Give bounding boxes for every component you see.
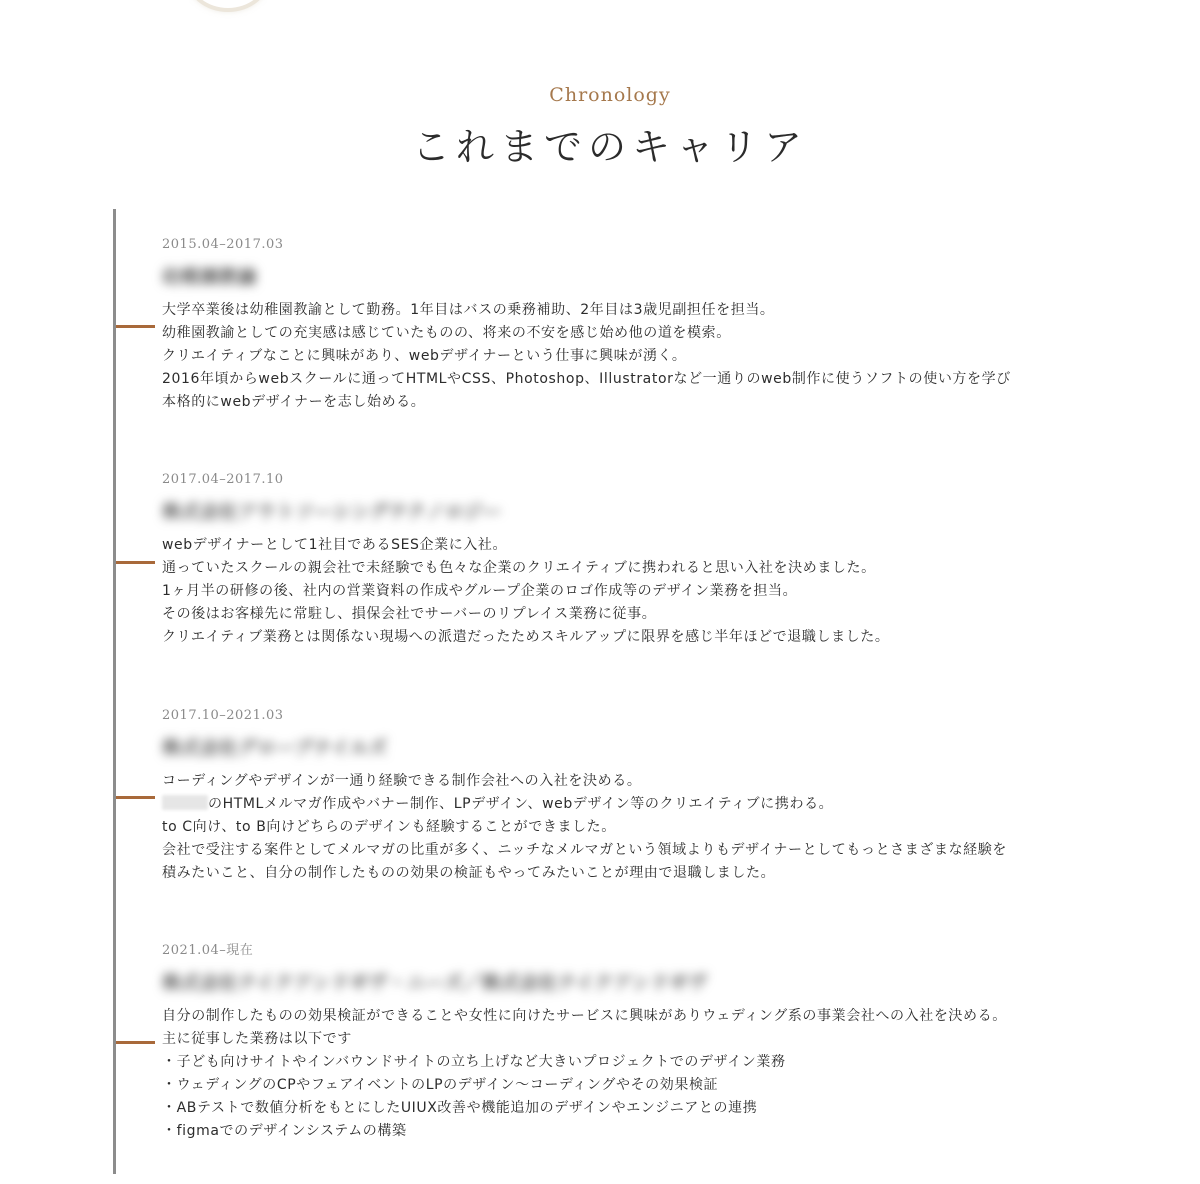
entry-company-blurred: 株式会社アウトソーシングテクノロジー <box>162 501 502 523</box>
description-line: クリエイティブなことに興味があり、webデザイナーという仕事に興味が湧く。 <box>162 348 687 364</box>
description-line: ・子ども向けサイトやインバウンドサイトの立ち上げなど大きいプロジェクトでのデザイン業務 <box>162 1054 786 1070</box>
timeline-tick <box>116 561 155 564</box>
description-line: ・ABテストで数値分析をもとにしたUIUX改善や機能追加のデザインやエンジニアとの連携 <box>162 1100 758 1116</box>
timeline-entry <box>162 236 1162 414</box>
entry-company-blurred: 株式会社グローブナイルズ <box>162 737 388 759</box>
description-line: 通っていたスクールの親会社で未経験でも色々な企業のクリエイティブに携われると思い入社を決めました。 <box>162 560 876 576</box>
timeline-tick <box>116 325 155 328</box>
section-eyebrow: Chronology <box>549 84 671 106</box>
timeline-tick <box>116 796 155 799</box>
description-line-text: のHTMLメルマガ作成やバナー制作、LPデザイン、webデザイン等のクリエイティブに携わる。 <box>208 796 834 812</box>
description-line: 1ヶ月半の研修の後、社内の営業資料の作成やグループ企業のロゴ作成等のデザイン業務を担当。 <box>162 583 798 599</box>
entry-period: 2017.04–2017.10 <box>162 472 284 487</box>
entry-description <box>162 534 1162 649</box>
entry-company-blurred: 幼稚園教諭 <box>162 266 258 288</box>
description-line: クリエイティブ業務とは関係ない現場への派遣だったためスキルアップに限界を感じ半年ほどで退職しました。 <box>162 629 890 645</box>
description-line: to C向け、to B向けどちらのデザインも経験することができました。 <box>162 819 616 835</box>
description-line: ・figmaでのデザインシステムの構築 <box>162 1123 407 1139</box>
entry-period: 2015.04–2017.03 <box>162 237 284 252</box>
timeline-line <box>113 209 116 1174</box>
timeline-tick <box>116 1041 155 1044</box>
entry-description <box>162 1005 1162 1143</box>
top-ornament <box>186 0 270 12</box>
description-line: その後はお客様先に常駐し、損保会社でサーバーのリプレイス業務に従事。 <box>162 606 657 622</box>
timeline-entry <box>162 471 1162 649</box>
entry-description <box>162 299 1162 414</box>
description-line: webデザイナーとして1社目であるSES企業に入社。 <box>162 537 508 553</box>
entry-description <box>162 770 1162 885</box>
description-line: 大学卒業後は幼稚園教諭として勤務。1年目はバスの乗務補助、2年目は3歳児副担任を担当。 <box>162 302 775 318</box>
entry-company-blurred: 株式会社テイクアンドギヴ・ニーズ／株式会社テイクアンドギヴ <box>162 972 708 994</box>
timeline-entry <box>162 942 1162 1143</box>
entry-period: 2017.10–2021.03 <box>162 708 284 723</box>
description-line: 積みたいこと、自分の制作したものの効果の検証もやってみたいことが理由で退職しました。 <box>162 865 776 881</box>
description-line: 2016年頃からwebスクールに通ってHTMLやCSS、Photoshop、Illustratorなど一通りのweb制作に使うソフトの使い方を学び <box>162 371 1011 387</box>
description-line: 自分の制作したものの効果検証ができることや女性に向けたサービスに興味がありウェディング系の事業会社への入社を決める。 <box>162 1008 1007 1024</box>
description-line: 会社で受注する案件としてメルマガの比重が多く、ニッチなメルマガという領域よりもデザイナーとしてもっとさまざまな経験を <box>162 842 1007 858</box>
description-line: 本格的にwebデザイナーを志し始める。 <box>162 394 426 410</box>
description-line: 主に従事した業務は以下です <box>162 1031 352 1047</box>
page-title: これまでのキャリア <box>411 125 808 169</box>
description-line: コーディングやデザインが一通り経験できる制作会社への入社を決める。 <box>162 773 642 789</box>
entry-period: 2021.04–現在 <box>162 943 254 958</box>
redacted-client-name <box>162 795 208 810</box>
description-line: 幼稚園教諭としての充実感は感じていたものの、将来の不安を感じ始め他の道を模索。 <box>162 325 731 341</box>
description-line: ・ウェディングのCPやフェアイベントのLPのデザイン～コーディングやその効果検証 <box>162 1077 719 1093</box>
description-line <box>162 793 1162 816</box>
timeline-entry <box>162 707 1162 885</box>
